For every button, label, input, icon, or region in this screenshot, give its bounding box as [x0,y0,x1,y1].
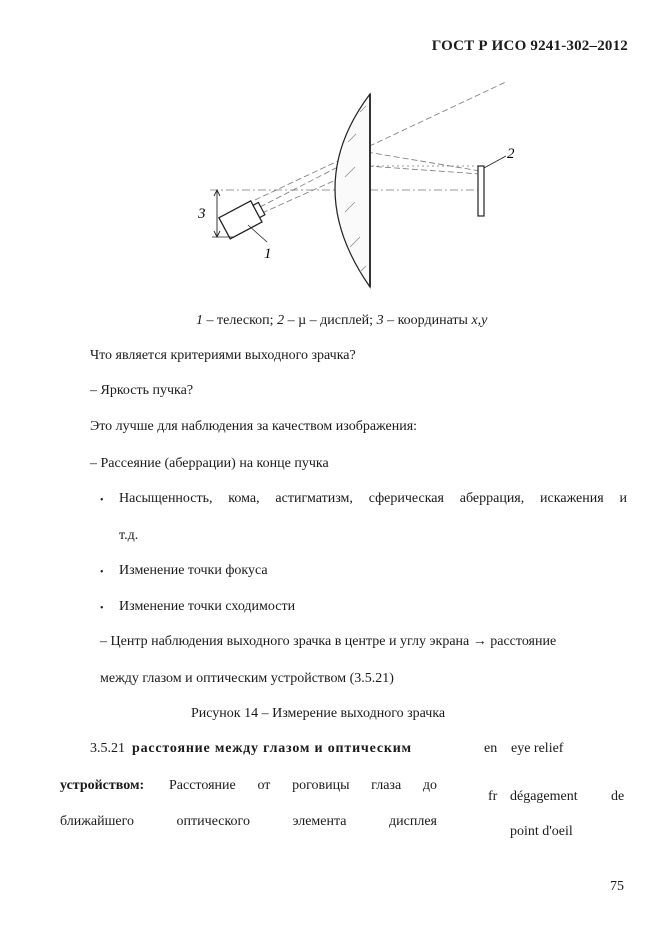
page-number: 75 [610,879,624,894]
ray-to-display-mid [367,166,480,174]
bullet-item-1-continued: т.д. [119,528,139,543]
paragraph-center-line-2: между глазом и оптическим устройством (3.5.21) [100,671,394,686]
label-coordinates: 3 [198,206,206,222]
display-leader-line [484,156,506,168]
document-header: ГОСТ Р ИСО 9241-302–2012 [431,38,628,54]
microdisplay-shape [478,166,484,216]
paragraph-center-line-1: – Центр наблюдения выходного зрачка в центре и углу экрана → расстояние [100,634,557,649]
bullet-item-1: Насыщенность, кома, астигматизм, сферическая аберрация, искажения и [119,491,627,506]
term-french-3: point d'oeil [510,824,573,839]
figure-caption: Рисунок 14 – Измерение выходного зрачка [191,706,446,721]
paragraph-question-1: Что является критериями выходного зрачка? [90,348,356,363]
exit-pupil-figure [190,82,530,294]
ray-upper [255,82,510,200]
telescope-shape [219,198,267,239]
term-french-2: de [611,789,625,804]
term-french-1: dégagement [510,789,578,804]
lang-code-fr: fr [488,789,498,804]
term-definition-start: Расстояние от роговицы глаза до [169,778,437,793]
bullet-item-3: Изменение точки сходимости [119,599,296,614]
term-number: 3.5.21 [90,741,125,756]
telescope-leader-line [248,225,267,242]
paragraph-question-2: – Яркость пучка? [90,383,194,398]
term-definition-line-1 [60,778,437,794]
lens-shape [335,94,370,287]
bullet-item-2: Изменение точки фокуса [119,563,268,578]
term-english: eye relief [511,741,564,756]
figure-drawing [190,82,530,294]
label-display: 2 [507,146,515,162]
term-title-line-1 [90,741,412,757]
bullet-marker: • [100,567,104,578]
term-title-continued: устройством: [60,778,145,793]
ray-to-display-top [367,152,480,171]
paragraph-question-3: Это лучше для наблюдения за качеством изображения: [90,419,418,434]
paragraph-question-4: – Рассеяние (аберрации) на конце пучка [90,456,329,471]
figure-legend: 1 – телескоп; 2 – µ – дисплей; 3 – координаты x,y [196,313,488,328]
bullet-marker: • [100,603,104,614]
term-title: расстояние между глазом и оптическим [132,741,412,756]
lang-code-en: en [484,741,498,756]
bullet-marker: • [100,495,104,506]
term-definition-line-2: ближайшего оптического элемента дисплея [60,814,437,829]
label-telescope: 1 [264,246,272,262]
